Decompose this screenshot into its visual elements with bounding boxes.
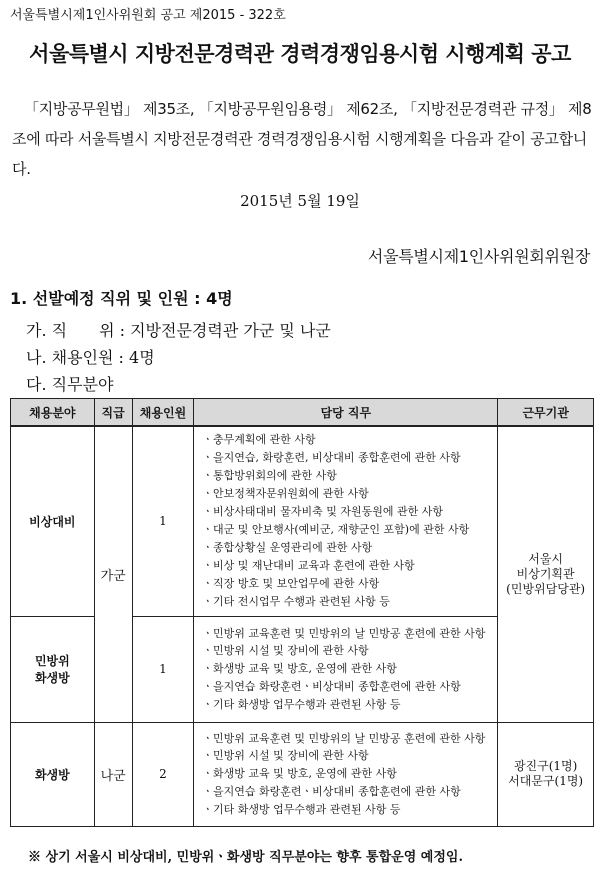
org-seoul: 서울시 비상기획관 (민방위담당관) [506,551,586,596]
intro-paragraph: 「지방공무원법」 제35조, 「지방공무원임용령」 제62조, 「지방전문경력관 규정」 제8조에 따라 서울특별시 지방전문경력관 경력경쟁임용시험 시행계획을 다음과 같이 공고합니다. [12,100,592,178]
header-field: 채용분야 [11,399,95,427]
duty-item: ㆍ직장 방호 및 보안업무에 관한 사항 [202,577,380,591]
header-org: 근무기관 [498,399,594,427]
org-district: 광진구(1명) 서대문구(1명) [508,759,584,788]
org-cell [498,426,594,722]
duties-cell [194,722,498,826]
duty-item: ㆍ안보정책자문위원회에 관한 사항 [202,487,369,501]
footnote: ※ 상기 서울시 비상대비, 민방위ㆍ화생방 직무분야는 향후 통합운영 예정임. [28,850,463,865]
issuer-name: 서울특별시제1인사위원회위원장 [367,247,590,266]
table-row [11,722,594,826]
duty-item: ㆍ화생방 교육 및 방호, 운영에 관한 사항 [202,661,397,675]
duty-item: ㆍ민방위 교육훈련 및 민방위의 날 민방공 훈련에 관한 사항 [202,731,486,745]
item-job-field: 다. 직무분야 [26,375,114,394]
table-row [11,426,594,616]
duty-item: ㆍ기타 화생방 업무수행과 관련된 사항 등 [202,802,401,816]
duties-list [194,624,497,715]
section-heading: 1. 선발예정 직위 및 인원 : 4명 [10,289,233,308]
field-label: 민방위 화생방 [34,654,70,685]
item-position: 가. 직 위 : 지방전문경력관 가군 및 나군 [26,321,331,340]
field-cell: 화생방 [11,722,95,826]
duty-item: ㆍ대군 및 안보행사(예비군, 재향군인 포함)에 관한 사항 [202,523,470,537]
org-cell [498,722,594,826]
positions-table [10,398,594,827]
grade-cell: 가군 [94,426,132,722]
duty-item: ㆍ비상사태대비 물자비축 및 자원동원에 관한 사항 [202,505,444,519]
duties-list [194,430,497,612]
duty-item: ㆍ민방위 교육훈련 및 민방위의 날 민방공 훈련에 관한 사항 [202,626,486,640]
table-header-row [11,399,594,427]
duties-cell [194,616,498,722]
header-duties: 담당 직무 [194,399,498,427]
duty-item: ㆍ을지연습 화랑훈련ㆍ비상대비 종합훈련에 관한 사항 [202,679,461,693]
duty-item: ㆍ기타 전시업무 수행과 관련된 사항 등 [202,595,390,609]
header-grade: 직급 [94,399,132,427]
count-cell: 1 [132,616,194,722]
duty-item: ㆍ을지연습, 화랑훈련, 비상대비 종합훈련에 관한 사항 [202,451,461,465]
item-headcount: 나. 채용인원 : 4명 [26,348,155,367]
duty-item: ㆍ민방위 시설 및 장비에 관한 사항 [202,643,369,657]
count-cell: 1 [132,426,194,616]
duties-cell [194,426,498,616]
duty-item: ㆍ민방위 시설 및 장비에 관한 사항 [202,748,369,762]
duty-item: ㆍ비상 및 재난대비 교육과 훈련에 관한 사항 [202,559,415,573]
count-cell: 2 [132,722,194,826]
duty-item: ㆍ통합방위회의에 관한 사항 [202,469,337,483]
field-cell [11,616,95,722]
duty-item: ㆍ을지연습 화랑훈련ㆍ비상대비 종합훈련에 관한 사항 [202,784,461,798]
duty-item: ㆍ종합상황실 운영관리에 관한 사항 [202,541,373,555]
page-title: 서울특별시 지방전문경력관 경력경쟁임용시험 시행계획 공고 [29,42,571,66]
duty-item: ㆍ화생방 교육 및 방호, 운영에 관한 사항 [202,766,397,780]
header-count: 채용인원 [132,399,194,427]
field-cell: 비상대비 [11,426,95,616]
duty-item: ㆍ기타 화생방 업무수행과 관련된 사항 등 [202,697,401,711]
duty-item: ㆍ충무계획에 관한 사항 [202,433,316,447]
notice-date: 2015년 5월 19일 [240,192,360,210]
grade-cell: 나군 [94,722,132,826]
duties-list [194,729,497,820]
notice-number: 서울특별시제1인사위원회 공고 제2015 - 322호 [10,8,286,23]
